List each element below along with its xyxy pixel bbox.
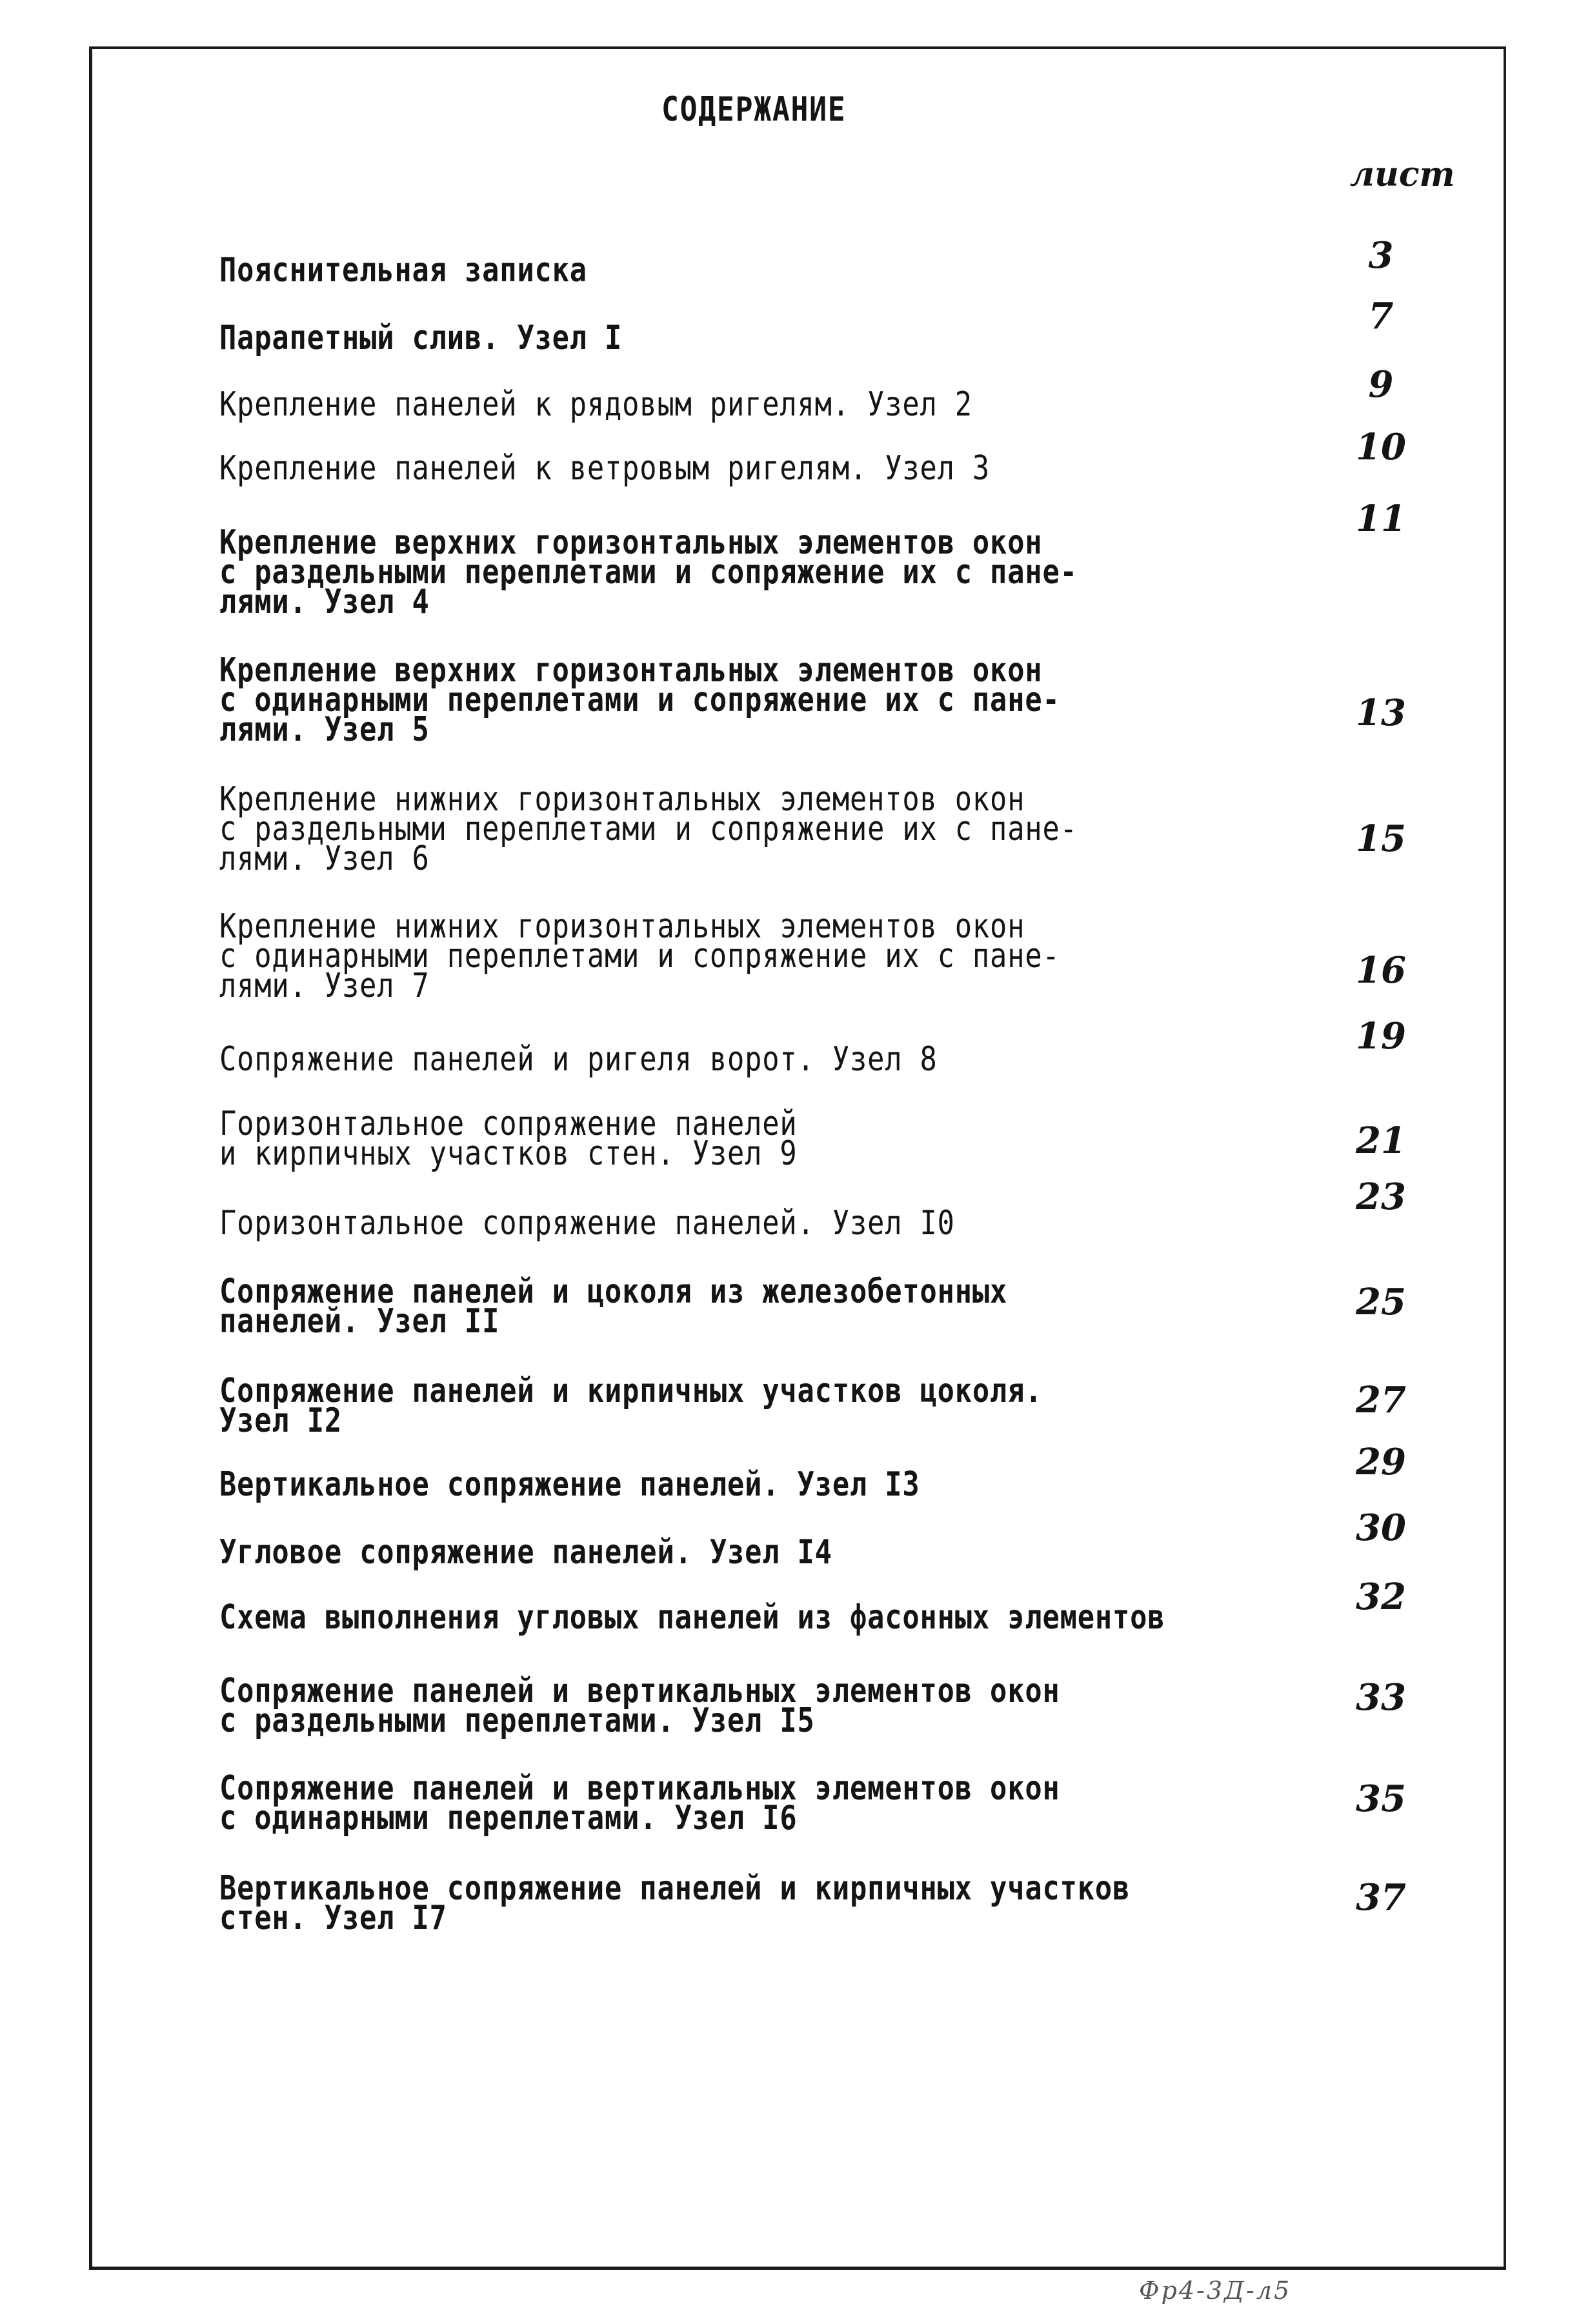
- toc-entry-page: 33: [1356, 1676, 1406, 1719]
- toc-entry-page: 9: [1368, 363, 1394, 406]
- toc-entry-title: Крепление верхних горизонтальных элементов окон с одинарными переплетами и сопряжение их с пане- лями. Узел 5: [219, 651, 1060, 749]
- toc-entry-page: 11: [1356, 497, 1406, 540]
- toc-entry-title: Горизонтальное сопряжение панелей. Узел I0: [219, 1204, 955, 1243]
- toc-entry-page: 25: [1356, 1281, 1406, 1323]
- toc-entry-title: Крепление панелей к рядовым ригелям. Узел 2: [219, 385, 972, 424]
- toc-entry-page: 21: [1356, 1119, 1406, 1162]
- toc-entry-title: Крепление нижних горизонтальных элементов окон с одинарными переплетами и сопряжение их с пане- лями. Узел 7: [219, 907, 1060, 1005]
- page-column-header: лист: [1350, 155, 1455, 194]
- toc-entry: [219, 626, 1368, 774]
- toc-entry-page: 27: [1356, 1379, 1406, 1421]
- toc-entry-page: 19: [1356, 1015, 1406, 1057]
- toc-entry-title: Крепление верхних горизонтальных элементов окон с раздельными переплетами и сопряжение их с пане- лями. Узел 4: [219, 523, 1078, 621]
- toc-entry-page: 7: [1368, 295, 1394, 337]
- toc-entry: [219, 882, 1368, 1030]
- toc-entry-title: Пояснительная записка: [219, 251, 587, 290]
- toc-entry-title: Сопряжение панелей и кирпичных участков цоколя. Узел I2: [219, 1372, 1043, 1440]
- toc-entry-page: 13: [1356, 692, 1406, 734]
- toc-entry-title: Горизонтальное сопряжение панелей и кирпичных участков стен. Узел 9: [219, 1105, 798, 1173]
- toc-entry: [219, 755, 1368, 903]
- toc-entry-title: Схема выполнения угловых панелей из фасонных элементов: [219, 1598, 1165, 1637]
- toc-entry-page: 37: [1356, 1876, 1406, 1919]
- document-title: СОДЕРЖАНИЕ: [661, 90, 847, 129]
- toc-entry-title: Сопряжение панелей и вертикальных элементов окон с одинарными переплетами. Узел I6: [219, 1769, 1060, 1838]
- toc-entry-page: 32: [1356, 1576, 1406, 1618]
- toc-entry: [219, 498, 1368, 646]
- toc-entry-page: 35: [1356, 1778, 1406, 1820]
- toc-entry-title: Вертикальное сопряжение панелей и кирпичных участков стен. Узел I7: [219, 1869, 1131, 1938]
- toc-entry-page: 23: [1356, 1176, 1406, 1218]
- toc-entry-page: 3: [1368, 234, 1394, 277]
- toc-entry-page: 10: [1356, 426, 1406, 468]
- toc-entry-title: Сопряжение панелей и ригеля ворот. Узел 8: [219, 1040, 938, 1079]
- toc-entry-title: Вертикальное сопряжение панелей. Узел I3: [219, 1465, 920, 1504]
- toc-entry: [219, 1844, 1368, 1963]
- toc-entry-page: 15: [1356, 817, 1406, 860]
- toc-entry-title: Сопряжение панелей и вертикальных элементов окон с раздельными переплетами. Узел I5: [219, 1672, 1060, 1740]
- toc-entry-page: 30: [1356, 1507, 1406, 1549]
- toc-entry-title: Крепление нижних горизонтальных элементов окон с раздельными переплетами и сопряжение их с пане- лями. Узел 6: [219, 780, 1078, 878]
- toc-entry-title: Угловое сопряжение панелей. Узел I4: [219, 1533, 832, 1572]
- toc-entry-title: Парапетный слив. Узел I: [219, 319, 623, 357]
- toc-entry-title: Крепление панелей к ветровым ригелям. Узел 3: [219, 449, 991, 488]
- toc-entry-title: Сопряжение панелей и цоколя из железобетонных панелей. Узел II: [219, 1272, 1008, 1341]
- toc-entry-page: 29: [1356, 1441, 1406, 1483]
- archive-mark: Фр4-3Д-л5: [1139, 2276, 1292, 2305]
- toc-entry-page: 16: [1356, 949, 1406, 992]
